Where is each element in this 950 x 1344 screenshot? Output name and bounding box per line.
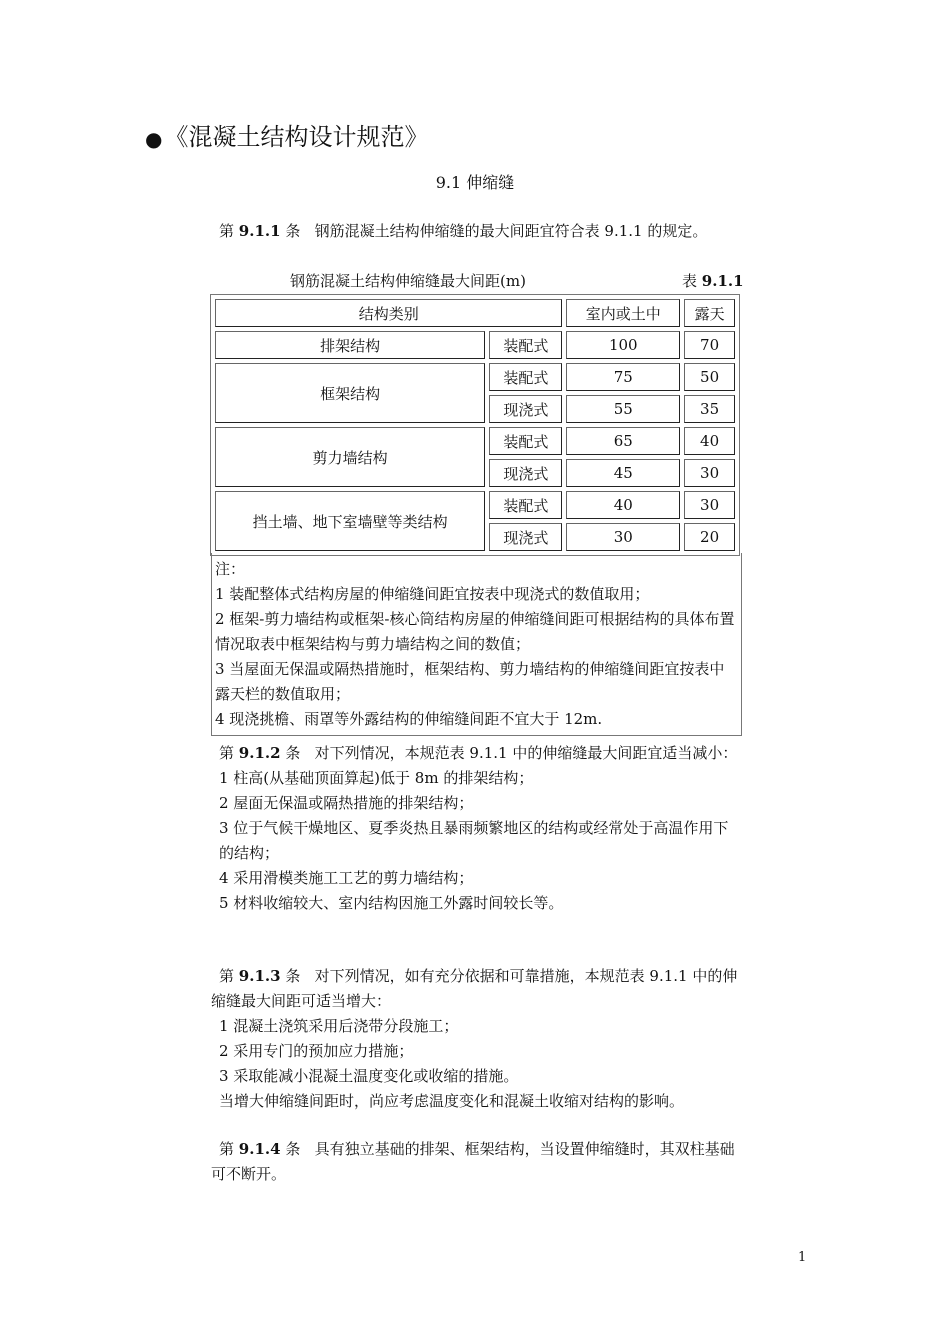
- table-caption-title: 钢筋混凝土结构伸缩缝最大间距(m): [290, 272, 526, 290]
- list-item: 2 屋面无保温或隔热措施的排架结构；: [219, 794, 474, 812]
- open-cell: 30: [684, 459, 735, 487]
- list-item: 3 位于气候干燥地区、夏季炎热且暴雨频繁地区的结构或经常处于高温作用下的结构；: [219, 819, 729, 862]
- clause-intro: 第 9.1.2 条 对下列情况，本规范表 9.1.1 中的伸缩缝最大间距宜适当减小：: [219, 744, 738, 762]
- clause-text: 具有独立基础的排架、框架结构，当设置伸缩缝时，其双柱基础可不断开。: [211, 1140, 735, 1183]
- document-title: [145, 117, 428, 152]
- section-title: 9.1 伸缩缝: [435, 173, 515, 192]
- table-row: [215, 491, 735, 519]
- category-cell: 挡土墙、地下室墙壁等类结构: [215, 491, 485, 551]
- clause-9-1-2: [211, 741, 741, 916]
- table-notes: [211, 553, 742, 736]
- open-cell: 50: [684, 363, 735, 391]
- type-cell: 装配式: [489, 427, 562, 455]
- clause-intro: 第 9.1.3 条 对下列情况，如有充分依据和可靠措施，本规范表 9.1.1 中的伸缩缝最大间距可适当增大：: [211, 967, 738, 1010]
- open-cell: 35: [684, 395, 735, 423]
- type-cell: 现浇式: [489, 459, 562, 487]
- category-cell: 排架结构: [215, 331, 485, 359]
- header-open: 露天: [684, 299, 735, 327]
- indoor-cell: 65: [566, 427, 680, 455]
- type-cell: 装配式: [489, 363, 562, 391]
- document-title-text: 《混凝土结构设计规范》: [164, 123, 429, 151]
- indoor-cell: 75: [566, 363, 680, 391]
- clause-number: 9.1.4: [238, 1140, 281, 1158]
- list-item: 2 采用专门的预加应力措施；: [219, 1042, 414, 1060]
- type-cell: 现浇式: [489, 523, 562, 551]
- clause-text: 对下列情况，如有充分依据和可靠措施，本规范表 9.1.1 中的伸缩缝最大间距可适当增大：: [211, 967, 738, 1010]
- list-item: 4 采用滑模类施工工艺的剪力墙结构；: [219, 869, 474, 887]
- clause-9-1-4: 第 9.1.4 条 具有独立基础的排架、框架结构，当设置伸缩缝时，其双柱基础可不断开。: [211, 1140, 735, 1183]
- note-item: 3 当屋面无保温或隔热措施时，框架结构、剪力墙结构的伸缩缝间距宜按表中露天栏的数值取用；: [215, 660, 725, 703]
- indoor-cell: 55: [566, 395, 680, 423]
- list-item: 3 采取能减小混凝土温度变化或收缩的措施。: [219, 1067, 519, 1085]
- table-row: [215, 331, 735, 359]
- note-item: 4 现浇挑檐、雨罩等外露结构的伸缩缝间距不宜大于 12m.: [215, 710, 603, 728]
- indoor-cell: 100: [566, 331, 680, 359]
- clause-text: 对下列情况，本规范表 9.1.1 中的伸缩缝最大间距宜适当减小：: [314, 744, 738, 762]
- clause-number: 9.1.2: [238, 744, 281, 762]
- table-row: [215, 363, 735, 391]
- category-cell: 剪力墙结构: [215, 427, 485, 487]
- indoor-cell: 40: [566, 491, 680, 519]
- notes-title: 注：: [215, 560, 246, 578]
- bullet-icon: ●: [145, 126, 163, 151]
- type-cell: 装配式: [489, 491, 562, 519]
- header-indoor: 室内或土中: [566, 299, 680, 327]
- table-header-row: [215, 299, 735, 327]
- indoor-cell: 30: [566, 523, 680, 551]
- open-cell: 30: [684, 491, 735, 519]
- open-cell: 70: [684, 331, 735, 359]
- clause-closing: 当增大伸缩缝间距时，尚应考虑温度变化和混凝土收缩对结构的影响。: [219, 1092, 685, 1110]
- category-cell: 框架结构: [215, 363, 485, 423]
- open-cell: 40: [684, 427, 735, 455]
- clause-9-1-3: [211, 964, 741, 1114]
- clause-number: 9.1.1: [238, 222, 281, 240]
- open-cell: 20: [684, 523, 735, 551]
- clause-9-1-1: 第 9.1.1 条 钢筋混凝土结构伸缩缝的最大间距宜符合表 9.1.1 的规定。: [219, 222, 708, 240]
- list-item: 5 材料收缩较大、室内结构因施工外露时间较长等。: [219, 894, 564, 912]
- note-item: 1 装配整体式结构房屋的伸缩缝间距宜按表中现浇式的数值取用；: [215, 585, 650, 603]
- table-row: [215, 427, 735, 455]
- expansion-joint-table: [210, 294, 740, 556]
- note-item: 2 框架-剪力墙结构或框架-核心筒结构房屋的伸缩缝间距可根据结构的具体布置情况取表中框架结构与剪力墙结构之间的数值；: [215, 610, 735, 653]
- clause-text: 钢筋混凝土结构伸缩缝的最大间距宜符合表 9.1.1 的规定。: [314, 222, 708, 240]
- page-number: 1: [798, 1250, 807, 1265]
- indoor-cell: 45: [566, 459, 680, 487]
- clause-number: 9.1.3: [238, 967, 281, 985]
- header-category: 结构类别: [215, 299, 562, 327]
- type-cell: 现浇式: [489, 395, 562, 423]
- table-caption-label: 表 9.1.1: [682, 272, 744, 290]
- type-cell: 装配式: [489, 331, 562, 359]
- list-item: 1 混凝土浇筑采用后浇带分段施工；: [219, 1017, 459, 1035]
- list-item: 1 柱高(从基础顶面算起)低于 8m 的排架结构；: [219, 769, 534, 787]
